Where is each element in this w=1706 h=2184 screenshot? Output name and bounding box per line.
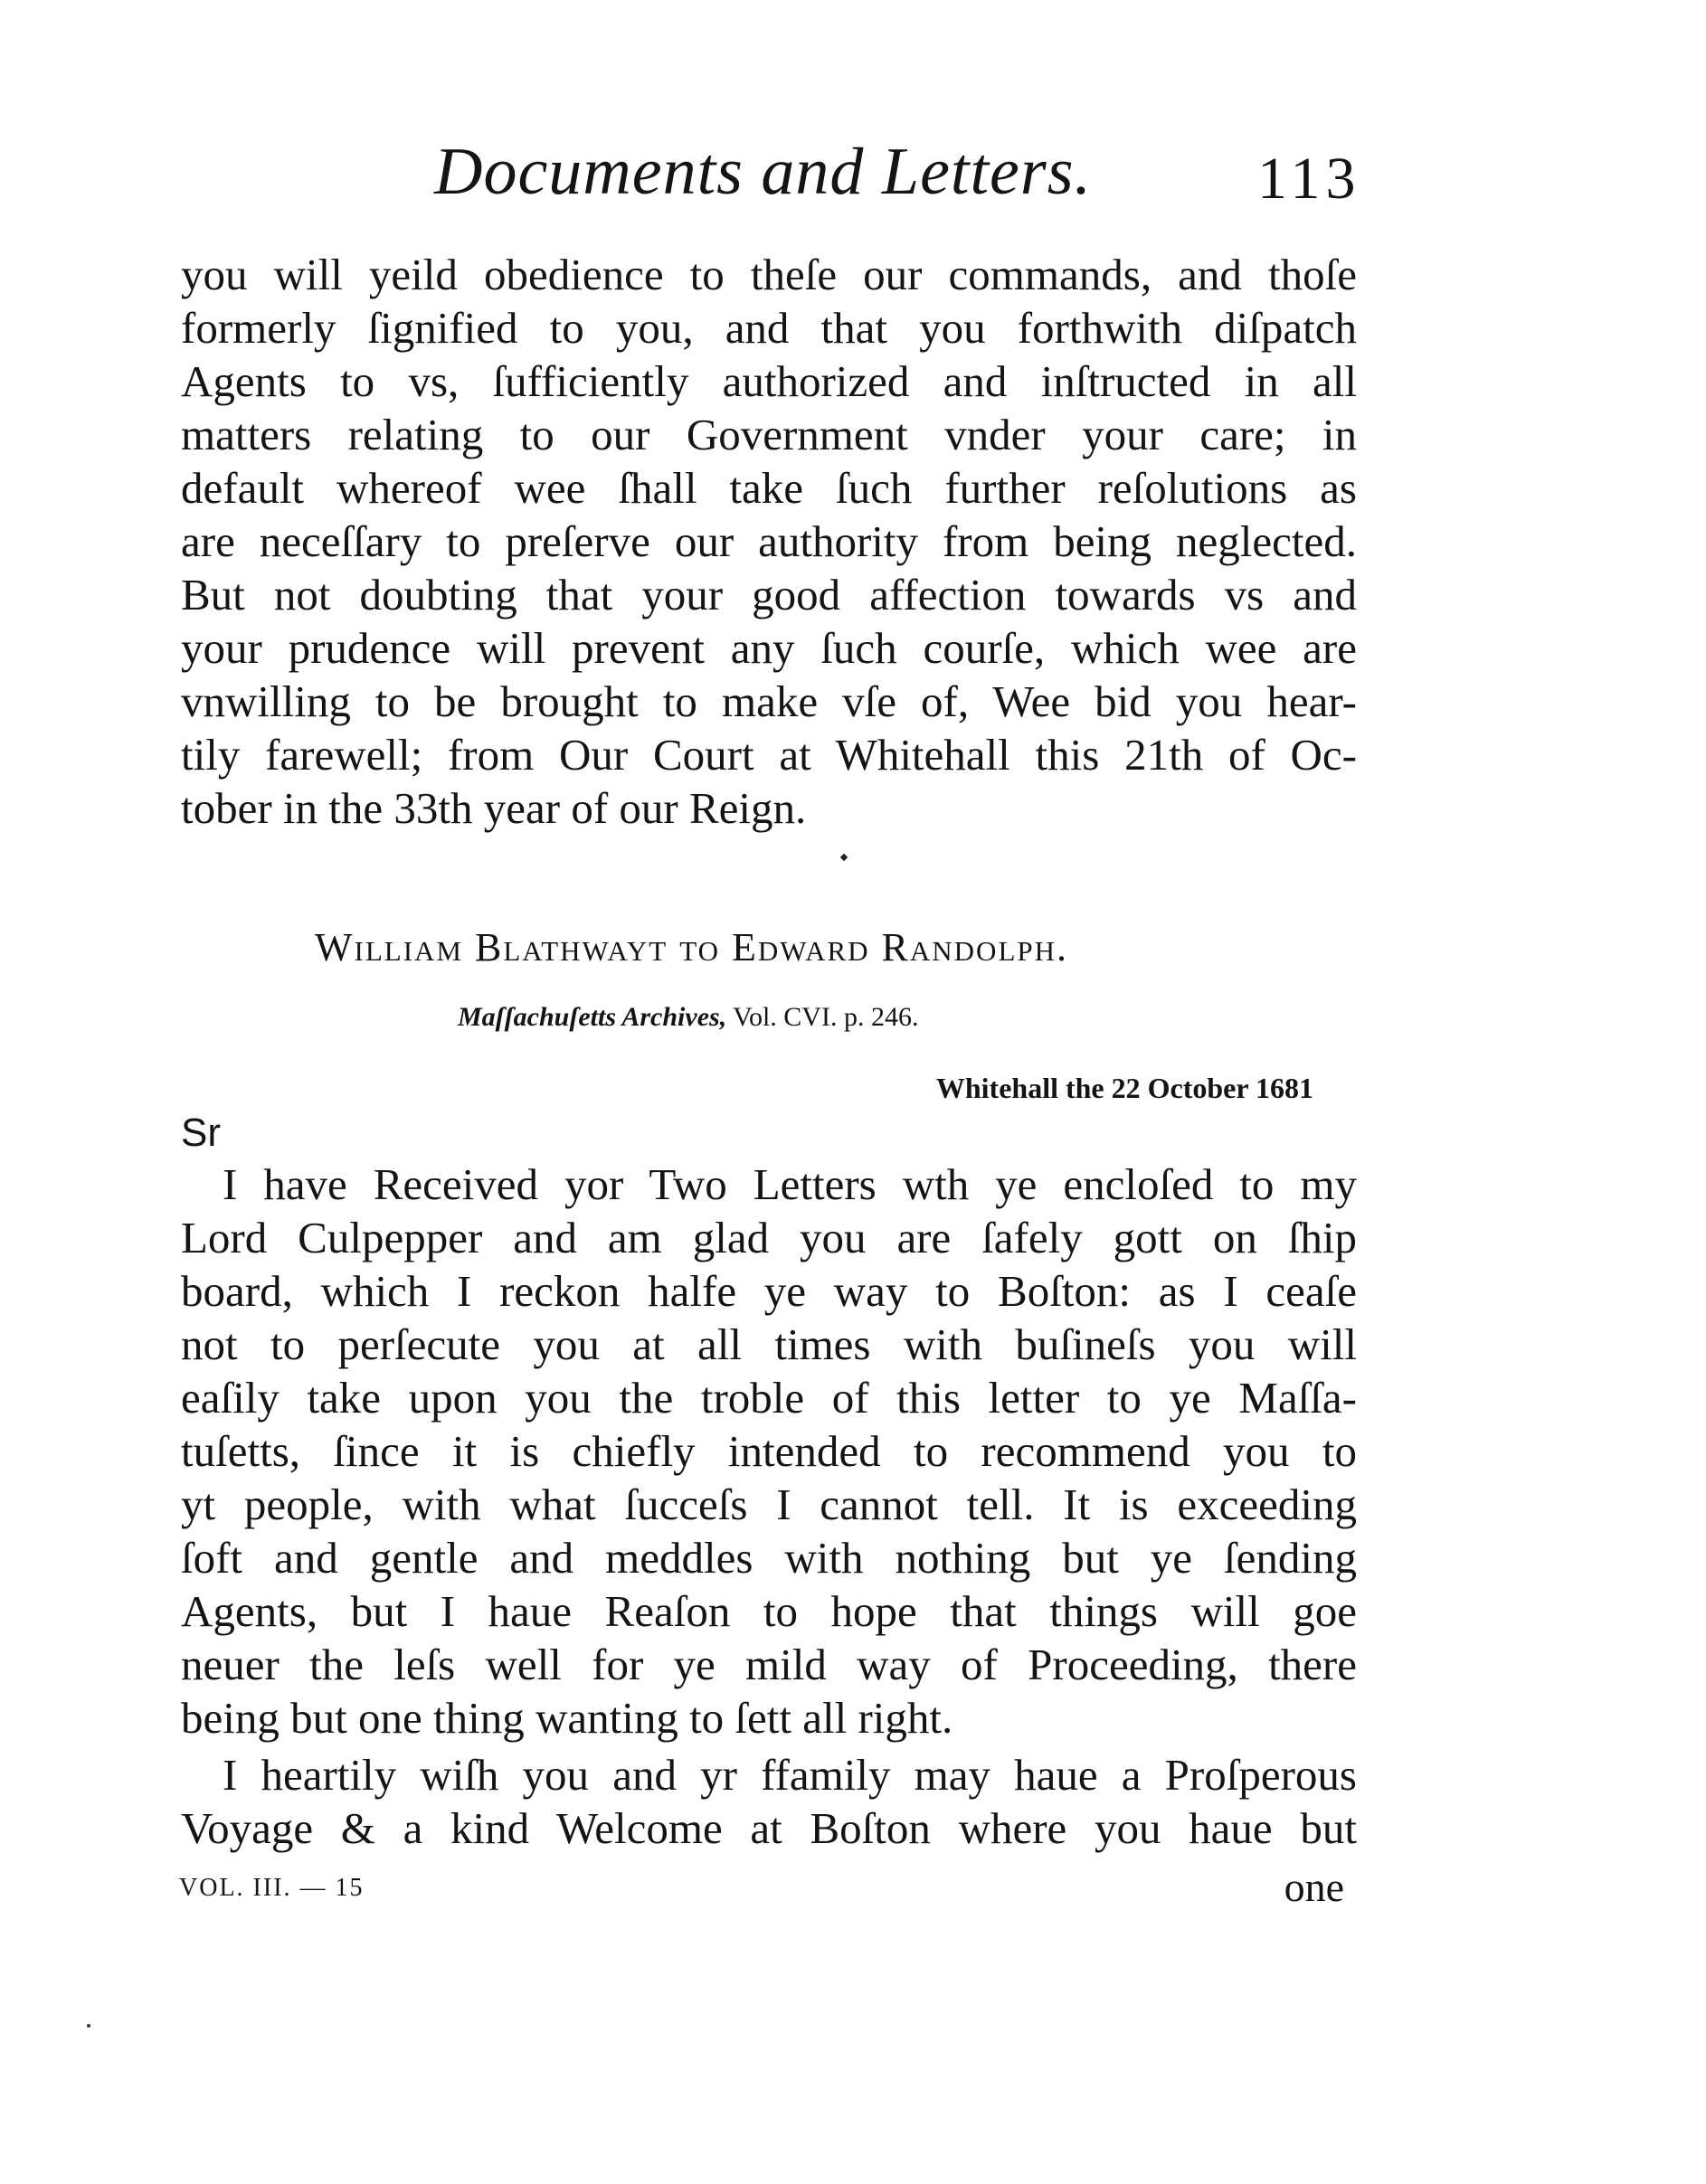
running-title: Documents and Letters. bbox=[434, 135, 1092, 209]
text-line: eaſily take upon you the troble of this letter to ye Maſſa- bbox=[181, 1373, 1357, 1423]
print-mark bbox=[840, 854, 848, 861]
text-line: Agents, but I haue Reaſon to hope that things will goe bbox=[181, 1586, 1357, 1636]
text-line: I heartily wiſh you and yr ffamily may haue a Proſperous bbox=[223, 1750, 1357, 1800]
text-line: being but one thing wanting to ſett all right. bbox=[181, 1693, 953, 1743]
text-line: Agents to vs, ſufficiently authorized and inſtructed in all bbox=[181, 356, 1357, 406]
text-line: vnwilling to be brought to make vſe of, Wee bid you hear- bbox=[181, 676, 1357, 726]
dateline: Whitehall the 22 October 1681 bbox=[935, 1072, 1313, 1104]
salutation: Sr bbox=[181, 1111, 221, 1155]
text-line: tily farewell; from Our Court at Whitehall this 21th of Oc- bbox=[181, 730, 1357, 780]
text-line: formerly ſignified to you, and that you forthwith diſpatch bbox=[181, 303, 1357, 353]
source-citation bbox=[458, 1002, 918, 1033]
text-line: are neceſſary to preſerve our authority from being neglected. bbox=[181, 516, 1357, 566]
text-line: But not doubting that your good affection towards vs and bbox=[181, 570, 1357, 619]
letter-heading: William Blathwayt to Edward Randolph. bbox=[315, 925, 1069, 969]
text-line: default whereof wee ſhall take ſuch further reſolutions as bbox=[181, 463, 1357, 513]
text-line: you will yeild obedience to theſe our commands, and thoſe bbox=[181, 250, 1357, 299]
source-volume: Vol. CVI. p. 246. bbox=[726, 1002, 919, 1032]
text-line: tober in the 33th year of our Reign. bbox=[181, 783, 807, 833]
text-line: Voyage & a kind Welcome at Boſton where you haue but bbox=[181, 1803, 1357, 1853]
text-line: ſoft and gentle and meddles with nothing but ye ſending bbox=[181, 1533, 1357, 1583]
print-speck bbox=[87, 2024, 90, 2028]
source-archive: Maſſachuſetts Archives, bbox=[458, 1002, 727, 1032]
text-line: board, which I reckon halfe ye way to Boſton: as I ceaſe bbox=[181, 1266, 1357, 1316]
catchword: one bbox=[1284, 1864, 1344, 1910]
text-line: tuſetts, ſince it is chiefly intended to recommend you to bbox=[181, 1426, 1357, 1476]
text-line: I have Received yor Two Letters wth ye encloſed to my bbox=[223, 1159, 1357, 1209]
text-line: neuer the leſs well for ye mild way of Proceeding, there bbox=[181, 1640, 1357, 1689]
text-line: your prudence will prevent any ſuch courſe, which wee are bbox=[181, 623, 1357, 673]
text-line: yt people, with what ſucceſs I cannot tell. It is exceeding bbox=[181, 1480, 1357, 1529]
signature-mark: VOL. III. — 15 bbox=[179, 1874, 365, 1902]
page-number: 113 bbox=[1257, 146, 1361, 212]
text-line: Lord Culpepper and am glad you are ſafely gott on ſhip bbox=[181, 1213, 1357, 1262]
text-line: matters relating to our Government vnder your care; in bbox=[181, 410, 1357, 459]
text-line: not to perſecute you at all times with buſineſs you will bbox=[181, 1319, 1357, 1369]
